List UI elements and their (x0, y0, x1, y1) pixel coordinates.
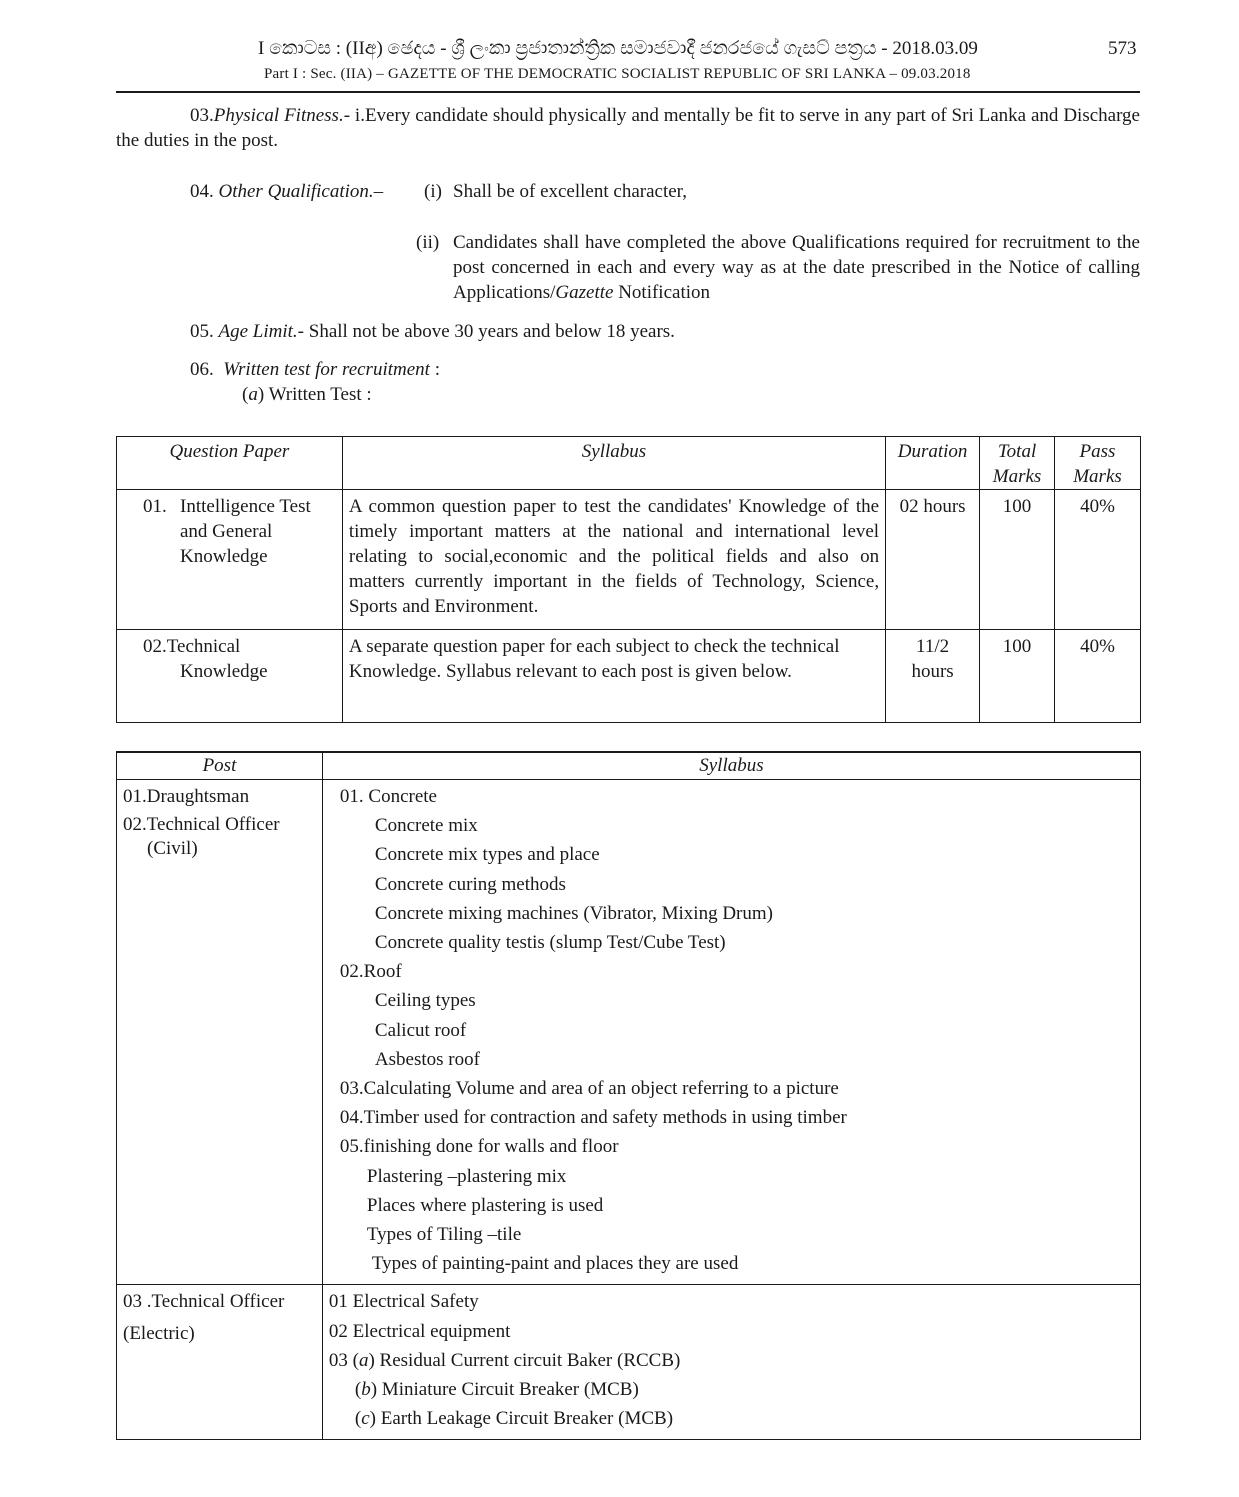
post-cell (117, 1285, 323, 1440)
item-letter: a (358, 1349, 369, 1371)
paper-number: 01. (143, 496, 167, 517)
total-marks-cell: 100 (980, 490, 1055, 630)
section-number: 05. (190, 321, 214, 342)
syllabus-line: 02 Electrical equipment (328, 1320, 511, 1342)
item-text: ) Residual Current circuit Baker (RCCB) (368, 1349, 681, 1371)
post-technical-officer-electric: 03 .Technical Officer (123, 1291, 285, 1313)
item-letter: b (361, 1379, 371, 1401)
syllabus-line: Concrete quality testis (slump Test/Cube Test) (374, 932, 726, 954)
header-syllabus: Syllabus (322, 752, 1140, 780)
header-duration: Duration (886, 437, 980, 490)
qualification-item-1-text: Shall be of excellent character, (453, 181, 687, 202)
table-row (117, 780, 1141, 1285)
qualification-item-2-text-a: Candidates shall have completed the above Qualifications required for recruitment to the post concerned in each and every way as at the date prescribed in the Notice of calling Applications/ (453, 232, 1140, 303)
paper-name-line-1: Technical (166, 636, 241, 657)
pass-marks-cell: 40% (1055, 490, 1141, 630)
duration-cell: 02 hours (886, 490, 980, 630)
header-question-paper: Question Paper (117, 437, 343, 490)
syllabus-line: 03.Calculating Volume and area of an object referring to a picture (339, 1078, 839, 1100)
paper-name: Inttelligence Test and General Knowledge (180, 496, 311, 567)
duration-cell: 11/2 hours (886, 630, 980, 723)
post-syllabus-table (116, 751, 1141, 1440)
syllabus-line: Types of Tiling –tile (366, 1224, 522, 1246)
qualification-item-2-number: (ii) (416, 232, 440, 253)
civil-syllabus-cell (322, 780, 1140, 1285)
table-header-row (117, 437, 1141, 490)
syllabus-line: Concrete mix types and place (374, 844, 600, 866)
qualification-item-1-number: (i) (424, 181, 442, 202)
gazette-word: Gazette (555, 282, 614, 303)
table-row (117, 1285, 1141, 1440)
sub-letter: a (248, 384, 258, 405)
syllabus-line: Asbestos roof (374, 1048, 480, 1070)
syllabus-line: Places where plastering is used (366, 1194, 604, 1216)
header-total-marks: Total Marks (980, 437, 1055, 490)
sub-text: Written Test : (264, 384, 372, 405)
syllabus-cell: A separate question paper for each subject to check the technical Knowledge. Syllabus relevant to each post is given below. (342, 630, 885, 723)
syllabus-line: Concrete mixing machines (Vibrator, Mixing Drum) (374, 902, 773, 924)
syllabus-line: Types of painting-paint and places they are used (371, 1253, 739, 1275)
header-post: Post (117, 752, 323, 780)
section-text: - i.Every candidate should physically and mentally be fit to serve in any part of Sri Lanka and Discharge the duties in the post. (116, 105, 1140, 151)
written-test-subheading: (a) Written Test : (242, 384, 372, 405)
question-paper-cell (117, 490, 343, 630)
post-cell (117, 780, 323, 1285)
item-letter: c (361, 1408, 370, 1430)
header-rule (116, 91, 1140, 93)
paper-number: 02. (143, 636, 167, 657)
section-physical-fitness (116, 103, 1140, 153)
post-draughtsman: 01.Draughtsman (123, 786, 250, 807)
section-title: Physical Fitness. (213, 105, 344, 126)
syllabus-line: (b) Miniature Circuit Breaker (MCB) (354, 1379, 639, 1401)
table-row (117, 630, 1141, 723)
syllabus-line: 01 Electrical Safety (328, 1291, 479, 1313)
post-electric-label: (Electric) (123, 1322, 195, 1344)
written-test-table (116, 436, 1141, 723)
qualification-item-2-text (453, 230, 1140, 305)
section-text: - Shall not be above 30 years and below 18 years. (297, 321, 675, 342)
table-header-row (117, 752, 1141, 780)
section-number: 04. (190, 181, 214, 202)
total-marks-cell: 100 (980, 630, 1055, 723)
syllabus-line: 05.finishing done for walls and floor (339, 1136, 619, 1158)
syllabus-line: Concrete mix (374, 815, 478, 837)
syllabus-line: 02.Roof (339, 961, 402, 983)
table-row (117, 490, 1141, 630)
header-pass-marks: Pass Marks (1055, 437, 1141, 490)
syllabus-line: Calicut roof (374, 1019, 467, 1041)
post-civil-label: (Civil) (147, 838, 198, 860)
syllabus-cell: A common question paper to test the candidates' Knowledge of the timely important matters at the national and international level relating to social,economic and the political fields and also on matters currently important in the fields of Technology, Science, Sports and Environment. (342, 490, 885, 630)
pass-marks-cell: 40% (1055, 630, 1141, 723)
section-colon: : (429, 359, 440, 380)
header-english-title: Part I : Sec. (IIA) – GAZETTE OF THE DEMOCRATIC SOCIALIST REPUBLIC OF SRI LANKA – 09.03.2018 (264, 66, 971, 82)
header-syllabus: Syllabus (342, 437, 885, 490)
section-number: 06. (190, 359, 214, 380)
syllabus-line: Ceiling types (374, 990, 476, 1012)
item-prefix: 03 ( (328, 1349, 359, 1371)
section-written-test-heading (190, 357, 440, 382)
syllabus-line: (c) Earth Leakage Circuit Breaker (MCB) (354, 1408, 674, 1430)
post-technical-officer-civil: 02.Technical Officer (123, 814, 280, 836)
section-title: Written test for recruitment (223, 359, 430, 380)
syllabus-line: 01. Concrete (339, 786, 437, 807)
paper-name-line-2: Knowledge (180, 661, 268, 682)
item-text: ) Earth Leakage Circuit Breaker (MCB) (369, 1408, 674, 1430)
page-number: 573 (1108, 38, 1137, 59)
syllabus-line: Plastering –plastering mix (366, 1165, 567, 1187)
section-number: 03. (190, 105, 214, 126)
section-age-limit (190, 319, 675, 344)
header-sinhala-title: I කොටස : (IIඅ) ඡෙදය - ශ්‍රී ලංකා ප්‍රජාතාන්ත්‍රික සමාජවාදී ජනරජයේ ගැසට් පත්‍රය - 2018.03.09 (258, 38, 978, 59)
item-text: ) Miniature Circuit Breaker (MCB) (370, 1379, 639, 1401)
syllabus-line: Concrete curing methods (374, 873, 566, 895)
question-paper-cell (117, 630, 343, 723)
qualification-item-2-text-b: Notification (613, 282, 710, 303)
syllabus-line (329, 1346, 1134, 1375)
section-title: Other Qualification.– (218, 181, 384, 202)
electric-syllabus-cell (322, 1285, 1140, 1440)
section-title: Age Limit. (218, 321, 298, 342)
syllabus-line: 04.Timber used for contraction and safety methods in using timber (339, 1107, 847, 1129)
section-other-qualification-heading (190, 179, 383, 204)
